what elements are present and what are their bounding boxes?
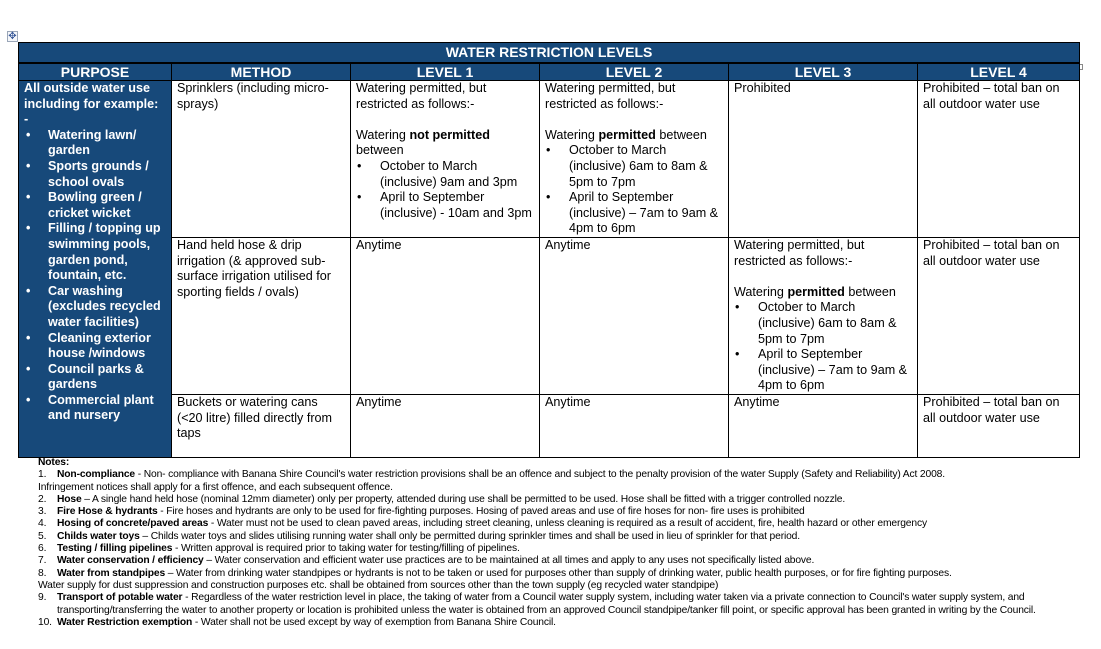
- table-move-handle-icon[interactable]: ✥: [8, 31, 17, 42]
- table-row: [19, 237, 1080, 394]
- header-purpose: PURPOSE: [19, 63, 172, 81]
- level-2-cell: Anytime: [540, 394, 729, 457]
- table-row: [19, 394, 1080, 457]
- note-item: 2. Hose – A single hand held hose (nominal 12mm diameter) only per property, attended during use shall be permitted to be used. Hose shall be fitted with a trigger controlled nozzle.: [38, 493, 846, 505]
- level-1-cell: Anytime: [351, 237, 540, 394]
- header-row: [19, 63, 1080, 81]
- note-item: 9. Transport of potable water - Regardless of the water restriction level in place, the taking of water from a Council water supply system, including water taken via a private connection to Council's water supply system, and transporting/transferring the water to another property or location is prohibited unless the water is obtained from an approved Council standpipe/tanker fill point, or specific approval has been granted in writing by the Council.: [38, 592, 1036, 616]
- note-item: 5. Childs water toys – Childs water toys and slides utilising running water shall only be permitted during sprinkler times and shall be used in lieu of sprinkler for that period.: [38, 530, 800, 542]
- level-3-cell: Anytime: [729, 394, 918, 457]
- notes-section: [38, 457, 1048, 629]
- header-level-1: LEVEL 1: [351, 63, 540, 81]
- method-cell: Sprinklers (including micro-sprays): [172, 81, 351, 238]
- restriction-intro: Watering permitted, but restricted as follows:-: [545, 81, 676, 111]
- purpose-item: • Cleaning exterior house /windows: [24, 331, 166, 362]
- note-continuation: Water supply for dust suppression and construction purposes etc. shall be obtained from sources other than the town supply (eg recycled water standpipe): [38, 579, 719, 591]
- table-row: [19, 81, 1080, 238]
- purpose-item: • Sports grounds / school ovals: [24, 159, 166, 190]
- note-item: 8. Water from standpipes – Water from drinking water standpipes or hydrants is not to be taken or used for purposes other than supply of drinking water, public health purposes, or for fire fighting purposes.: [38, 567, 952, 579]
- table-title: WATER RESTRICTION LEVELS: [19, 43, 1080, 64]
- restriction-times: [356, 159, 534, 221]
- purpose-item: • Council parks & gardens: [24, 362, 166, 393]
- note-item: 4. Hosing of concrete/paved areas - Water must not be used to clean paved areas, including street cleaning, unless cleaning is required as a result of accident, fire, health hazard or other emergency: [38, 518, 927, 530]
- level-2-cell: Anytime: [540, 237, 729, 394]
- restriction-time-item: • October to March (inclusive) 6am to 8am & 5pm to 7pm: [545, 143, 723, 190]
- restriction-time-item: • April to September (inclusive) - 10am and 3pm: [356, 190, 534, 221]
- level-2-cell: [540, 81, 729, 238]
- note-item: 6. Testing / filling pipelines - Written approval is required prior to taking water for testing/filling of pipelines.: [38, 543, 520, 555]
- restriction-lead: Watering not permitted between: [356, 127, 490, 158]
- purpose-item: • Car washing (excludes recycled water facilities): [24, 284, 166, 331]
- notes-heading: Notes:: [38, 457, 70, 468]
- level-1-cell: [351, 81, 540, 238]
- purpose-item: • Filling / topping up swimming pools, garden pond, fountain, etc.: [24, 221, 166, 283]
- note-item: 10. Water Restriction exemption - Water shall not be used except by way of exemption from Banana Shire Council.: [38, 616, 556, 628]
- purpose-intro: All outside water use including for example: -: [24, 81, 159, 127]
- restriction-time-item: • October to March (inclusive) 6am to 8am & 5pm to 7pm: [734, 300, 912, 347]
- purpose-list: [24, 128, 166, 424]
- purpose-cell: [19, 81, 172, 458]
- note-item: 3. Fire Hose & hydrants - Fire hoses and hydrants are only to be used for fire-fighting purposes. Hosing of paved areas and use of fire hoses for non- fire uses is prohibited: [38, 506, 805, 518]
- level-4-cell: Prohibited – total ban on all outdoor water use: [918, 237, 1080, 394]
- restriction-time-item: • April to September (inclusive) – 7am to 9am & 4pm to 6pm: [545, 190, 723, 237]
- restriction-lead: Watering permitted between: [734, 284, 896, 299]
- restriction-intro: Watering permitted, but restricted as follows:-: [356, 81, 487, 111]
- header-method: METHOD: [172, 63, 351, 81]
- method-cell: Hand held hose & drip irrigation (& approved sub-surface irrigation utilised for sporting fields / ovals): [172, 237, 351, 394]
- header-level-2: LEVEL 2: [540, 63, 729, 81]
- note-item: 1. Non-compliance - Non- compliance with Banana Shire Council's water restriction provisions shall be an offence and subject to the penalty provision of the water Supply (Safety and Reliability) Act 2008.: [38, 469, 945, 481]
- level-3-cell: [729, 237, 918, 394]
- purpose-item: • Commercial plant and nursery: [24, 393, 166, 424]
- note-continuation: Infringement notices shall apply for a first offence, and each subsequent offence.: [38, 481, 393, 493]
- restriction-time-item: • April to September (inclusive) – 7am to 9am & 4pm to 6pm: [734, 347, 912, 394]
- method-cell: Buckets or watering cans (<20 litre) filled directly from taps: [172, 394, 351, 457]
- purpose-item: • Watering lawn/ garden: [24, 128, 166, 159]
- level-3-cell: Prohibited: [729, 81, 918, 238]
- level-4-cell: Prohibited – total ban on all outdoor water use: [918, 394, 1080, 457]
- header-level-3: LEVEL 3: [729, 63, 918, 81]
- purpose-item: • Bowling green / cricket wicket: [24, 190, 166, 221]
- note-item: 7. Water conservation / efficiency – Water conservation and efficient water use practices are to be maintained at all times and apply to any uses not specifically listed above.: [38, 555, 815, 567]
- restriction-times: [545, 143, 723, 237]
- restriction-lead: Watering permitted between: [545, 127, 707, 142]
- level-1-cell: Anytime: [351, 394, 540, 457]
- header-level-4: LEVEL 4: [918, 63, 1080, 81]
- level-4-cell: Prohibited – total ban on all outdoor water use: [918, 81, 1080, 238]
- restriction-time-item: • October to March (inclusive) 9am and 3pm: [356, 159, 534, 190]
- water-restriction-table: [18, 42, 1080, 458]
- restriction-intro: Watering permitted, but restricted as follows:-: [734, 237, 865, 268]
- restriction-times: [734, 300, 912, 394]
